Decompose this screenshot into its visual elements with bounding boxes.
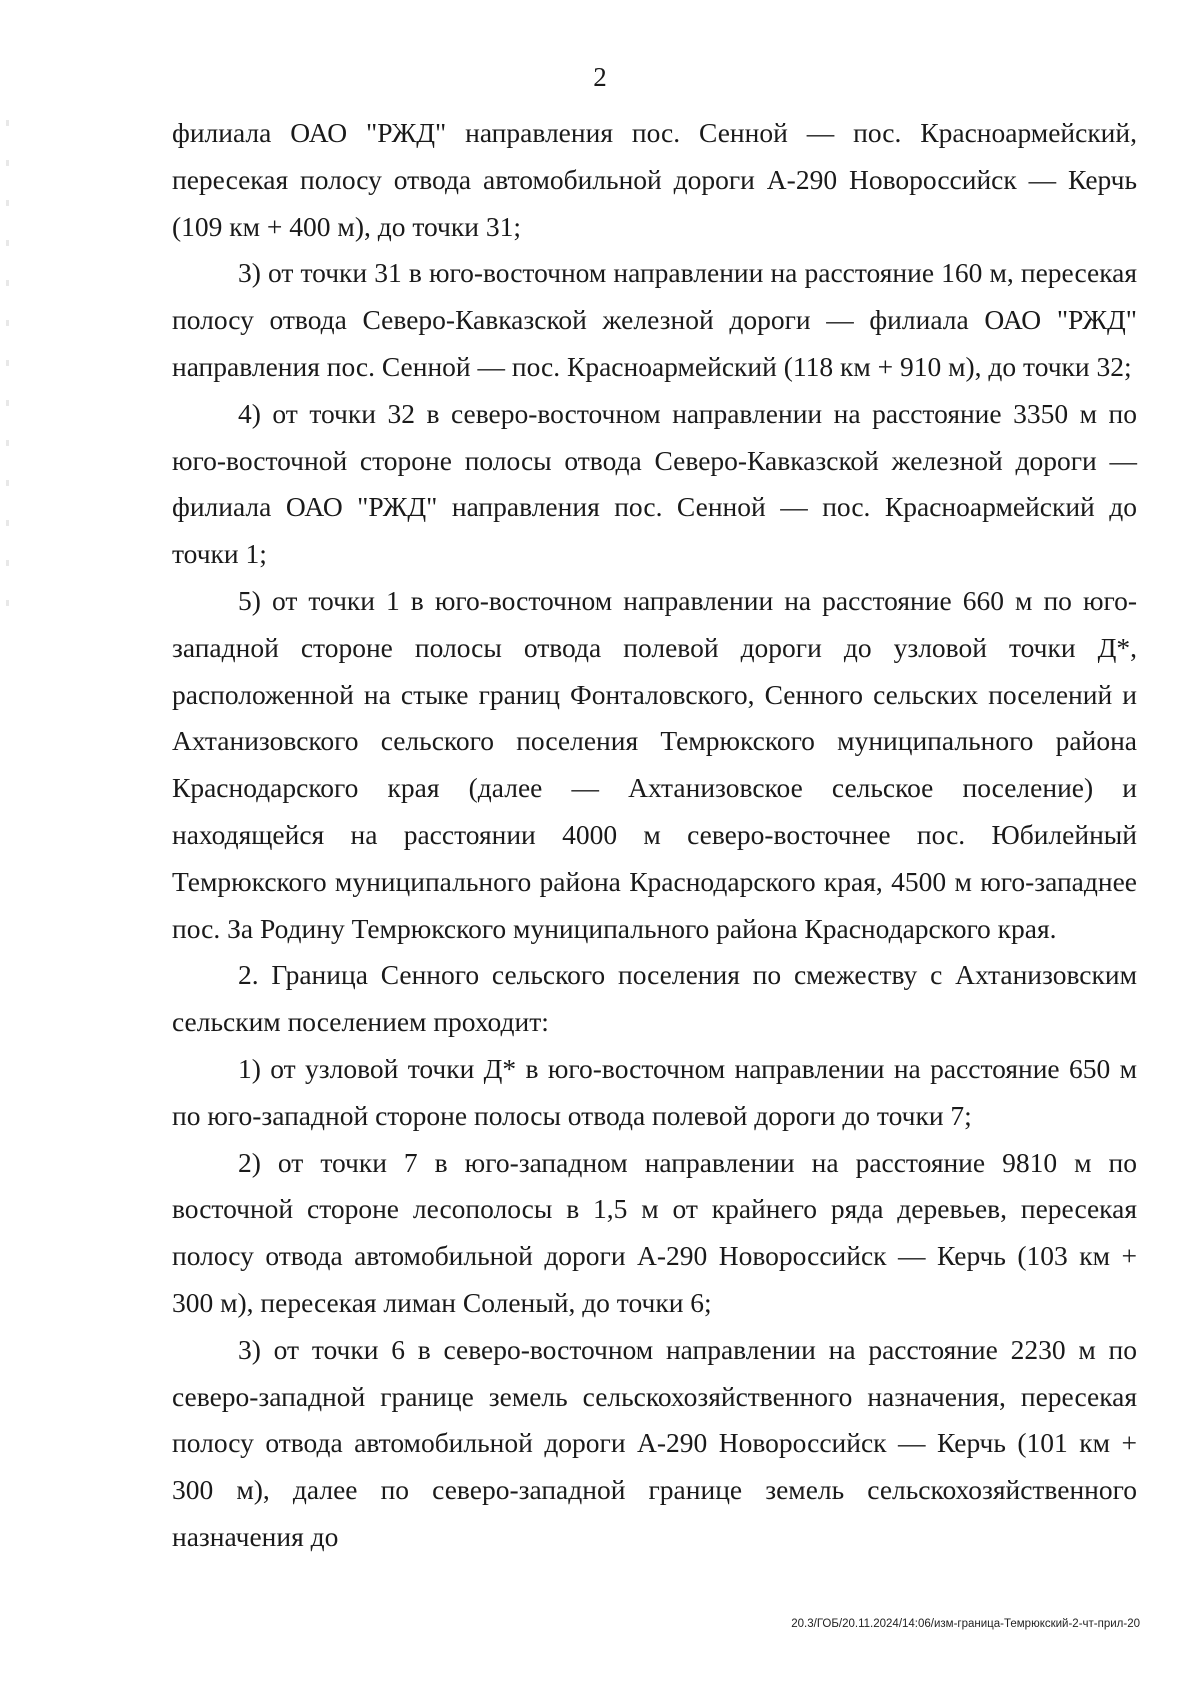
paragraph-continuation: филиала ОАО "РЖД" направления пос. Сенной — пос. Красноармейский, пересекая полосу отвода автомобильной дороги А-290 Новороссийск — Керчь (109 км + 400 м), до точки 31; bbox=[172, 117, 1137, 242]
paragraph-item-5: 5) от точки 1 в юго-восточном направлении на расстояние 660 м по юго-западной стороне полосы отвода полевой дороги до узловой точки Д*, расположенной на стыке границ Фонталовского, Сенного сельских поселений и Ахтанизовского сельского поселения Темрюкского муниципального района Краснодарского края (далее — Ахтанизовское сельское поселение) и находящейся на расстоянии 4000 м северо-восточнее пос. Юбилейный Темрюкского муниципального района Краснодарского края, 4500 м юго-западнее пос. За Родину Темрюкского муниципального района Краснодарского края. bbox=[172, 584, 1137, 944]
paragraph-section-2-item-2: 2) от точки 7 в юго-западном направлении на расстояние 9810 м по восточной стороне лесополосы в 1,5 м от крайнего ряда деревьев, пересекая полосу отвода автомобильной дороги А-290 Новороссийск — Керчь (103 км + 300 м), пересекая лиман Соленый, до точки 6; bbox=[172, 1146, 1137, 1318]
paragraph-section-2: 2. Граница Сенного сельского поселения по смежеству с Ахтанизовским сельским поселением проходит: bbox=[172, 959, 1137, 1038]
paragraph-item-3: 3) от точки 31 в юго-восточном направлении на расстояние 160 м, пересекая полосу отвода Северо-Кавказской железной дороги — филиала ОАО "РЖД" направления пос. Сенной — пос. Красноармейский (118 км + 910 м), до точки 32; bbox=[172, 257, 1137, 382]
paragraph-section-2-item-3: 3) от точки 6 в северо-восточном направлении на расстояние 2230 м по северо-западной границе земель сельскохозяйственного назначения, пересекая полосу отвода автомобильной дороги А-290 Новороссийск — Керчь (101 км + 300 м), далее по северо-западной границе земель сельскохозяйственного назначения до bbox=[172, 1333, 1137, 1552]
paragraph-item-4: 4) от точки 32 в северо-восточном направлении на расстояние 3350 м по юго-восточной стороне полосы отвода Северо-Кавказской железной дороги — филиала ОАО "РЖД" направления пос. Сенной — пос. Красноармейский до точки 1; bbox=[172, 397, 1137, 570]
document-body bbox=[172, 110, 1137, 1561]
scan-margin-marks bbox=[6, 120, 9, 620]
page-number: 2 bbox=[593, 62, 607, 92]
paragraph-section-2-item-1: 1) от узловой точки Д* в юго-восточном направлении на расстояние 650 м по юго-западной стороне полосы отвода полевой дороги до точки 7; bbox=[172, 1052, 1137, 1131]
document-footer-code: 20.3/ГОБ/20.11.2024/14:06/изм-граница-Темрюкский-2-чт-прил-20 bbox=[791, 1618, 1140, 1630]
